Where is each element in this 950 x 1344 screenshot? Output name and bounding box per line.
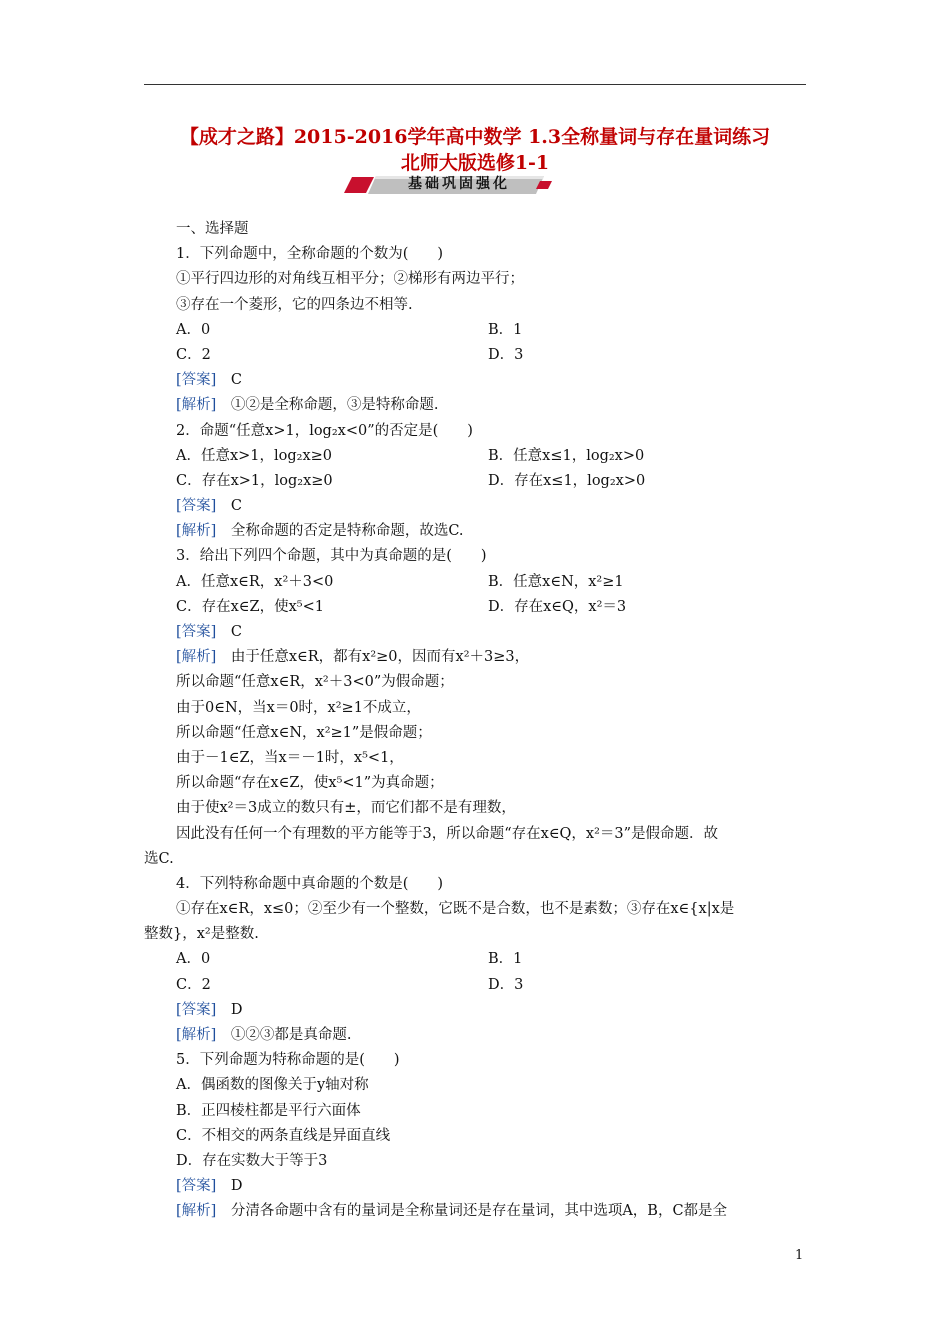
answer-tag: [解析] xyxy=(176,397,217,414)
option-row xyxy=(144,469,808,494)
line-text: 由于使x²＝3成立的数只有±，而它们都不是有理数， xyxy=(176,800,516,817)
answer-line xyxy=(144,998,808,1023)
option-choice: D．存在x∈Q，x²＝3 xyxy=(488,598,627,615)
text-line xyxy=(144,1124,808,1149)
answer-tag: [答案] xyxy=(176,1001,217,1018)
answer-tag: [解析] xyxy=(176,1027,217,1043)
line-text: 因此没有任何一个有理数的平方能等于3，所以命题“存在x∈Q，x²＝3”是假命题．故 xyxy=(176,825,719,842)
line-text: 由于任意x∈R，都有x²≥0，因而有x²＋3≥3， xyxy=(216,649,530,666)
option-choice: C．存在x∈Z，使x⁵<1 xyxy=(176,598,324,615)
answer-tag: [解析] xyxy=(176,1203,217,1220)
option-choice: C．存在x>1，log₂x≥0 xyxy=(176,472,333,489)
text-line xyxy=(144,293,808,318)
option-row xyxy=(144,318,808,343)
text-line xyxy=(144,847,808,872)
text-line xyxy=(144,1099,808,1124)
text-line xyxy=(144,217,808,242)
line-text: 2．命题“任意x>1，log₂x<0”的否定是( ) xyxy=(176,422,473,439)
answer-line xyxy=(144,494,808,519)
exercise-content xyxy=(144,217,808,1225)
doc-title-line1: 【成才之路】2015-2016学年高中数学 1.3全称量词与存在量词练习 xyxy=(179,126,771,148)
section-banner xyxy=(344,173,552,197)
line-text: 所以命题“存在x∈Z，使x⁵<1”为真命题； xyxy=(176,775,444,792)
line-text: 选C. xyxy=(144,850,174,867)
line-text: 所以命题“任意x∈R，x²＋3<0”为假命题； xyxy=(176,674,454,691)
answer-tag: [答案] xyxy=(176,624,217,640)
answer-line xyxy=(144,620,808,645)
option-row xyxy=(144,570,808,595)
text-line xyxy=(144,267,808,292)
option-row xyxy=(144,973,808,998)
line-text: 4．下列特称命题中真命题的个数是( ) xyxy=(176,875,444,892)
option-choice: A．0 xyxy=(176,321,211,338)
text-line xyxy=(144,897,808,922)
option-choice: D．3 xyxy=(488,346,524,363)
answer-tag: [解析] xyxy=(176,649,217,666)
text-line xyxy=(144,670,808,695)
text-line xyxy=(144,1149,808,1174)
line-text: A．偶函数的图像关于y轴对称 xyxy=(176,1077,369,1094)
option-choice: A．任意x∈R，x²＋3<0 xyxy=(176,573,334,590)
banner-text: 基础巩固强化 xyxy=(408,176,510,192)
answer-tag: [解析] xyxy=(176,523,217,540)
option-choice: A．0 xyxy=(176,951,211,968)
answer-line xyxy=(144,393,808,418)
line-text: C xyxy=(216,372,242,389)
text-line xyxy=(144,721,808,746)
line-text: 全称命题的否定是特称命题，故选C. xyxy=(216,523,464,540)
line-text: 所以命题“任意x∈N，x²≥1”是假命题； xyxy=(176,724,432,741)
line-text: C xyxy=(216,498,242,515)
line-text: 分清各命题中含有的量词是全称量词还是存在量词，其中选项A，B，C都是全 xyxy=(216,1203,728,1220)
answer-line xyxy=(144,1023,808,1048)
option-choice: B．1 xyxy=(488,951,523,968)
line-text: 1．下列命题中，全称命题的个数为( ) xyxy=(176,246,444,263)
option-choice: A．任意x>1，log₂x≥0 xyxy=(176,447,333,464)
answer-line xyxy=(144,1174,808,1199)
header-rule xyxy=(144,84,806,85)
answer-line xyxy=(144,1199,808,1224)
line-text: 5．下列命题为特称命题的是( ) xyxy=(176,1052,400,1069)
option-row xyxy=(144,947,808,972)
answer-tag: [答案] xyxy=(176,1178,217,1195)
line-text: C．不相交的两条直线是异面直线 xyxy=(176,1127,391,1144)
option-row xyxy=(144,595,808,620)
text-line xyxy=(144,796,808,821)
answer-line xyxy=(144,368,808,393)
text-line xyxy=(144,696,808,721)
answer-line xyxy=(144,519,808,544)
text-line xyxy=(144,771,808,796)
option-choice: B．任意x∈N，x²≥1 xyxy=(488,573,624,590)
text-line xyxy=(144,544,808,569)
line-text: ①②是全称命题，③是特称命题. xyxy=(216,397,439,414)
answer-line xyxy=(144,645,808,670)
option-choice: D．3 xyxy=(488,976,524,993)
page-number: 1 xyxy=(795,1248,804,1263)
option-choice: C．2 xyxy=(176,346,211,363)
line-text: B．正四棱柱都是平行六面体 xyxy=(176,1102,361,1119)
text-line xyxy=(144,1073,808,1098)
option-choice: B．任意x≤1，log₂x>0 xyxy=(488,447,645,464)
answer-tag: [答案] xyxy=(176,372,217,389)
line-text: D xyxy=(216,1001,243,1018)
line-text: 整数}，x²是整数. xyxy=(144,926,259,943)
line-text: 3．给出下列四个命题，其中为真命题的是( ) xyxy=(176,548,487,565)
text-line xyxy=(144,419,808,444)
text-line xyxy=(144,872,808,897)
option-choice: C．2 xyxy=(176,976,211,993)
option-choice: D．存在x≤1，log₂x>0 xyxy=(488,472,646,489)
answer-tag: [答案] xyxy=(176,498,217,515)
doc-title-line2: 北师大版选修1-1 xyxy=(400,152,550,174)
text-line xyxy=(144,242,808,267)
text-line xyxy=(144,922,808,947)
line-text: D．存在实数大于等于3 xyxy=(176,1152,328,1169)
line-text: 由于0∈N，当x＝0时，x²≥1不成立， xyxy=(176,699,421,716)
option-row xyxy=(144,444,808,469)
text-line xyxy=(144,746,808,771)
option-choice: B．1 xyxy=(488,321,523,338)
line-text: ①平行四边形的对角线互相平分；②梯形有两边平行； xyxy=(176,271,524,288)
option-row xyxy=(144,343,808,368)
line-text: ③存在一个菱形，它的四条边不相等. xyxy=(176,296,413,313)
line-text: ①存在x∈R，x≤0；②至少有一个整数，它既不是合数，也不是素数；③存在x∈{x|x是 xyxy=(176,901,735,918)
line-text: 由于－1∈Z，当x＝－1时，x⁵<1， xyxy=(176,749,404,766)
text-line xyxy=(144,1048,808,1073)
line-text: 一、选择题 xyxy=(176,221,249,237)
text-line xyxy=(144,822,808,847)
line-text: D xyxy=(216,1178,243,1195)
line-text: C xyxy=(216,624,242,640)
line-text: ①②③都是真命题. xyxy=(216,1027,352,1043)
